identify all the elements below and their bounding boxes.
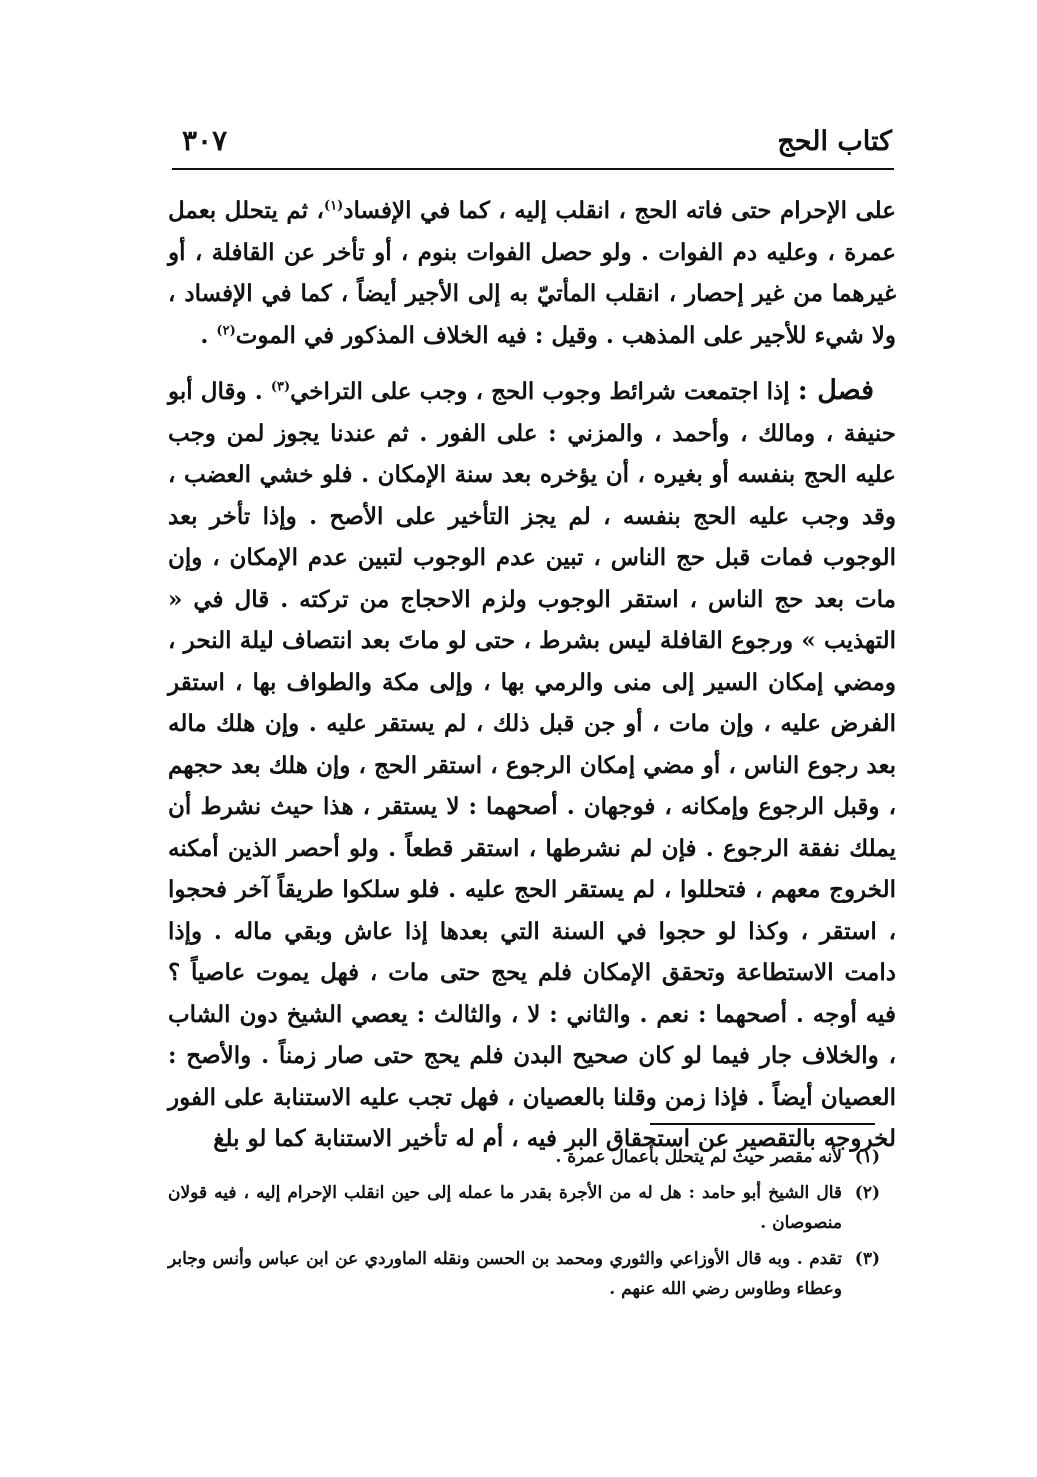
- paragraph-text: .: [200, 321, 217, 349]
- footnote-ref: (٣): [270, 379, 291, 395]
- book-title: كتاب الحج: [777, 126, 892, 157]
- footnote-ref: (٢): [216, 322, 236, 338]
- footnote-divider: [650, 1123, 875, 1125]
- running-header: [172, 122, 892, 168]
- footnote-number: (١): [854, 1147, 880, 1167]
- footnote-ref: (١): [323, 198, 344, 214]
- footnote-text: تقدم . وبه قال الأوزاعي والثوري ومحمد بن الحسن ونقله الماوردي عن ابن عباس وأنس وجابر وعطاء وطاوس رضي الله عنهم .: [168, 1249, 842, 1299]
- paragraph-text: إذا اجتمعت شرائط وجوب الحج ، وجب على التراخي: [290, 378, 798, 405]
- footnote: [168, 1244, 880, 1304]
- footnote: [168, 1142, 880, 1172]
- paragraph-section: [168, 370, 896, 1160]
- footnote: [168, 1178, 880, 1238]
- paragraph-continuation: [168, 190, 896, 356]
- footnote-text: لأنه مقصر حيث لم يتحلل بأعمال عمرة .: [555, 1147, 842, 1167]
- footnotes: [168, 1142, 880, 1310]
- footnote-text: قال الشيخ أبو حامد : هل له من الأجرة بقدر ما عمله إلى حين انقلب الإحرام إليه ، فيه قولان منصوصان .: [168, 1183, 842, 1233]
- paragraph-text: على الإحرام حتى فاته الحج ، انقلب إليه ، كما في الإفساد: [343, 197, 896, 224]
- header-divider: [172, 168, 894, 170]
- section-heading: فصل :: [797, 375, 874, 406]
- paragraph-text: ، ثم يتحلل بعمل عمرة ، وعليه دم الفوات . ولو حصل الفوات بنوم ، أو تأخر عن القافلة ، أو غيرهما من غير إحصار ، انقلب المأتيّ به إلى الأجير أيضاً ، كما في الإفساد ، ولا شيء للأجير على المذهب . وقيل : فيه الخلاف المذكور في الموت: [168, 197, 896, 349]
- footnote-number: (٣): [854, 1249, 880, 1269]
- page-number: ٣٠٧: [182, 124, 228, 157]
- paragraph-text: . وقال أبو حنيفة ، ومالك ، وأحمد ، والمزني : على الفور . ثم عندنا يجوز لمن وجب عليه الحج بنفسه أو بغيره ، أن يؤخره بعد سنة الإمكان . فلو خشي العضب ، وقد وجب عليه الحج بنفسه ، لم يجز التأخير على الأصح . وإذا تأخر بعد الوجوب فمات قبل حج الناس ، تبين عدم الوجوب لتبين عدم الإمكان ، وإن مات بعد حج الناس ، استقر الوجوب ولزم الاحجاج من تركته . قال في « التهذيب » ورجوع القافلة ليس بشرط ، حتى لو ماتَ بعد انتصاف ليلة النحر ، ومضي إمكان السير إلى منى والرمي بها ، وإلى مكة والطواف بها ، استقر الفرض عليه ، وإن مات ، أو جن قبل ذلك ، لم يستقر عليه . وإن هلك ماله بعد رجوع الناس ، أو مضي إمكان الرجوع ، استقر الحج ، وإن هلك بعد حجهم ، وقبل الرجوع وإمكانه ، فوجهان . أصحهما : لا يستقر ، هذا حيث نشرط أن يملك نفقة الرجوع . فإن لم نشرطها ، استقر قطعاً . ولو أحصر الذين أمكنه الخروج معهم ، فتحللوا ، لم يستقر الحج عليه . فلو سلكوا طريقاً آخر فحجوا ، استقر ، وكذا لو حجوا في السنة التي بعدها إذا عاش وبقي ماله . وإذا دامت الاستطاعة وتحقق الإمكان فلم يحج حتى مات ، فهل يموت عاصياً ؟ فيه أوجه . أصحهما : نعم . والثاني : لا ، والثالث : يعصي الشيخ دون الشاب ، والخلاف جار فيما لو كان صحيح البدن فلم يحج حتى صار زمناً . والأصح : العصيان أيضاً . فإذا زمن وقلنا بالعصيان ، فهل تجب عليه الاستنابة على الفور لخروجه بالتقصير عن استحقاق البر فيه ، أم له تأخير الاستنابة كما لو بلغ: [168, 378, 896, 1152]
- main-text: [168, 190, 896, 1160]
- footnote-number: (٢): [854, 1183, 880, 1203]
